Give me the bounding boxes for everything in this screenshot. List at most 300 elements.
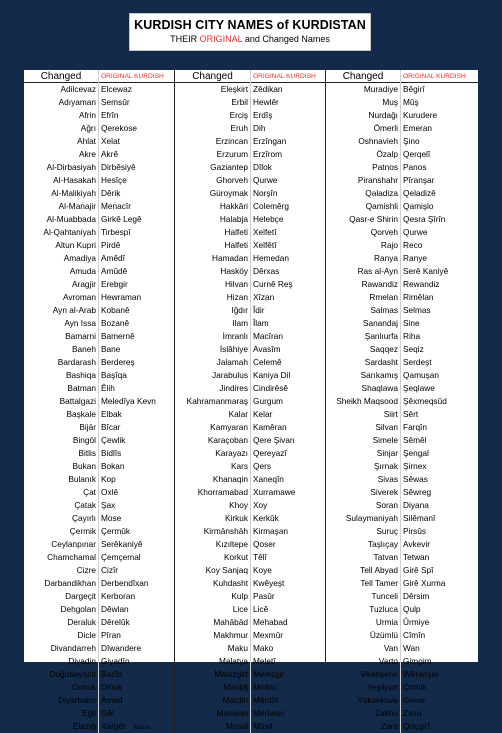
- changed-name-cell: [24, 83, 98, 96]
- city-name: Shaqlawa: [361, 383, 398, 393]
- changed-name-cell: [24, 694, 98, 707]
- original-name-cell: [401, 720, 478, 733]
- original-name-cell: [251, 525, 325, 538]
- changed-name-cell: [326, 265, 400, 278]
- original-name-cell: [99, 694, 174, 707]
- original-name-cell: [251, 291, 325, 304]
- changed-name-cell: [175, 239, 250, 252]
- city-name: Gaziantep: [210, 162, 248, 172]
- city-name: Avroman: [62, 292, 96, 302]
- city-name: Dêrelûk: [101, 617, 130, 627]
- changed-name-cell: [326, 291, 400, 304]
- city-name: Xurramawe: [253, 487, 296, 497]
- original-name-cell: [99, 512, 174, 525]
- city-name: Jalamah: [216, 357, 248, 367]
- city-name: Makhmur: [213, 630, 248, 640]
- original-name-cell: [401, 187, 478, 200]
- city-name: Bazîd: [101, 669, 123, 679]
- changed-name-cell: [24, 226, 98, 239]
- city-name: Panos: [403, 162, 427, 172]
- changed-name-cell: [326, 226, 400, 239]
- original-name-cell: [99, 122, 174, 135]
- original-name-cell: [251, 681, 325, 694]
- city-name: Amêdî: [101, 253, 125, 263]
- original-name-cell: [251, 590, 325, 603]
- changed-name-cell: [326, 668, 400, 681]
- original-name-cell: [99, 200, 174, 213]
- changed-name-cell: [175, 161, 250, 174]
- changed-name-cell: [326, 421, 400, 434]
- city-name: Kuhdasht: [212, 578, 248, 588]
- original-name-cell: [251, 603, 325, 616]
- changed-name-cell: [326, 499, 400, 512]
- city-name: Bashiqa: [66, 370, 96, 380]
- changed-name-cell: [326, 538, 400, 551]
- city-name: Sêmêl: [403, 435, 427, 445]
- original-name-cell: [401, 681, 478, 694]
- changed-name-cell: [24, 200, 98, 213]
- original-name-cell: [401, 629, 478, 642]
- city-name: Diyarbakır: [58, 695, 96, 705]
- city-name: Erciş: [229, 110, 248, 120]
- original-name-cell: [401, 655, 478, 668]
- city-name: Helebçe: [253, 214, 284, 224]
- city-name: Bardarash: [57, 357, 96, 367]
- changed-name-cell: [24, 109, 98, 122]
- original-name-cell: [251, 317, 325, 330]
- changed-header: Changed: [326, 70, 400, 83]
- city-name: Siverek: [370, 487, 398, 497]
- city-name: Mako: [253, 643, 274, 653]
- original-name-cell: [401, 148, 478, 161]
- changed-name-cell: [326, 720, 400, 733]
- city-name: Van: [383, 643, 398, 653]
- changed-name-cell: [175, 369, 250, 382]
- changed-name-cell: [326, 304, 400, 317]
- city-name: Karaçoban: [207, 435, 248, 445]
- changed-name-cell: [326, 681, 400, 694]
- original-name-cell: [99, 252, 174, 265]
- changed-name-cell: [326, 200, 400, 213]
- city-name: Avasîm: [253, 344, 281, 354]
- changed-name-cell: [24, 213, 98, 226]
- changed-name-cell: [175, 200, 250, 213]
- city-name: Şax: [101, 500, 116, 510]
- city-name: Güroymak: [209, 188, 248, 198]
- original-name-cell: [99, 525, 174, 538]
- original-name-cell: [401, 252, 478, 265]
- original-name-cell: [99, 421, 174, 434]
- changed-name-cell: [326, 434, 400, 447]
- city-name: Dohuk: [72, 682, 96, 692]
- changed-name-cell: [326, 395, 400, 408]
- original-name-cell: [251, 564, 325, 577]
- original-name-cell: [401, 356, 478, 369]
- original-name-cell: [99, 655, 174, 668]
- city-name: Bidlîs: [101, 448, 122, 458]
- city-name: Kirmaşan: [253, 526, 289, 536]
- original-name-cell: [251, 447, 325, 460]
- city-name: Oxlê: [101, 487, 119, 497]
- changed-name-cell: [326, 577, 400, 590]
- original-name-cell: [401, 109, 478, 122]
- original-name-cell: [401, 603, 478, 616]
- original-name-cell: [99, 486, 174, 499]
- original-name-cell: [401, 239, 478, 252]
- city-name: Giyadîn: [101, 656, 130, 666]
- city-name: Hakkâri: [219, 201, 248, 211]
- changed-name-cell: [24, 460, 98, 473]
- original-name-cell: [99, 642, 174, 655]
- city-name: Qerekose: [101, 123, 137, 133]
- original-name-cell: [251, 304, 325, 317]
- changed-name-cell: [175, 694, 250, 707]
- city-name: Lice: [232, 604, 248, 614]
- city-name: Al-Dirbasiyah: [46, 162, 96, 172]
- city-name: Amed: [101, 695, 123, 705]
- changed-name-cell: [24, 330, 98, 343]
- city-name: Girê Xurma: [403, 578, 446, 588]
- city-name: Mêrdîn: [253, 695, 279, 705]
- original-name-cell: [251, 668, 325, 681]
- original-name-cell: [401, 499, 478, 512]
- original-name-cell: [401, 694, 478, 707]
- changed-name-cell: [175, 434, 250, 447]
- changed-name-cell: [326, 564, 400, 577]
- city-name: Bokan: [101, 461, 125, 471]
- city-name: Qerqelî: [403, 149, 431, 159]
- changed-name-cell: [326, 473, 400, 486]
- original-name-cell: [251, 187, 325, 200]
- city-name: Çermûk: [101, 526, 131, 536]
- changed-name-cell: [326, 174, 400, 187]
- city-name: Curnê Reş: [253, 279, 293, 289]
- changed-name-cell: [175, 356, 250, 369]
- city-name: İslâhiye: [219, 344, 248, 354]
- changed-name-cell: [175, 122, 250, 135]
- changed-name-cell: [24, 499, 98, 512]
- original-name-cell: [401, 447, 478, 460]
- changed-name-cell: [326, 213, 400, 226]
- original-kurdish-header: ORIGINAL KURDISH: [401, 70, 478, 83]
- city-name: Xoy: [253, 500, 268, 510]
- city-name: Qamishli: [365, 201, 398, 211]
- city-name: Kerkûk: [253, 513, 279, 523]
- city-name: Başîqa: [101, 370, 127, 380]
- city-name: Qamişlo: [403, 201, 434, 211]
- city-name: Jarabulus: [212, 370, 248, 380]
- city-name: Iğdır: [231, 305, 248, 315]
- changed-name-cell: [175, 642, 250, 655]
- city-name: Qeladizê: [403, 188, 436, 198]
- city-name: Al-Qahtaniyah: [43, 227, 96, 237]
- changed-name-cell: [175, 616, 250, 629]
- city-name: Koye: [253, 565, 272, 575]
- city-name: Kirmānshāh: [203, 526, 248, 536]
- changed-header: Changed: [24, 70, 98, 83]
- changed-name-cell: [24, 616, 98, 629]
- original-name-cell: [251, 213, 325, 226]
- city-name: Erdîş: [253, 110, 273, 120]
- city-name: Semsûr: [101, 97, 130, 107]
- city-name: Al-Malikiyah: [51, 188, 96, 198]
- city-name: Çermik: [69, 526, 96, 536]
- changed-name-cell: [175, 135, 250, 148]
- city-name: Eleşkirt: [220, 84, 248, 94]
- original-name-cell: [99, 408, 174, 421]
- city-name: Maku: [227, 643, 248, 653]
- original-name-cell: [251, 720, 325, 733]
- city-name: Meletî: [253, 656, 276, 666]
- city-name: Gever: [403, 695, 426, 705]
- changed-name-cell: [175, 226, 250, 239]
- city-name: Adıyaman: [58, 97, 96, 107]
- original-kurdish-header: ORIGINAL KURDISH: [251, 70, 325, 83]
- original-name-cell: [251, 122, 325, 135]
- city-name: Rawandiz: [361, 279, 398, 289]
- city-name: Diyana: [403, 500, 429, 510]
- original-name-cell: [401, 551, 478, 564]
- city-name: Urmia: [375, 617, 398, 627]
- original-name-cell: [401, 226, 478, 239]
- city-name: Bingöl: [72, 435, 96, 445]
- original-name-cell: [251, 538, 325, 551]
- changed-name-cell: [24, 252, 98, 265]
- changed-name-cell: [24, 122, 98, 135]
- changed-name-cell: [24, 187, 98, 200]
- changed-name-cell: [175, 96, 250, 109]
- original-name-cell: [251, 83, 325, 96]
- city-name: Seqiz: [403, 344, 424, 354]
- original-name-cell: [99, 720, 174, 733]
- changed-name-column: [24, 70, 99, 733]
- changed-name-cell: [24, 486, 98, 499]
- original-name-cell: [251, 382, 325, 395]
- changed-name-cell: [175, 681, 250, 694]
- city-name: Kerboran: [101, 591, 136, 601]
- city-name: Battalgazi: [59, 396, 96, 406]
- changed-name-cell: [175, 473, 250, 486]
- original-name-cell: [251, 278, 325, 291]
- city-name: Erbil: [231, 97, 248, 107]
- city-name: Qamuşan: [403, 370, 439, 380]
- original-name-cell: [99, 226, 174, 239]
- city-name: Ayn al-Arab: [52, 305, 96, 315]
- changed-name-cell: [24, 304, 98, 317]
- city-name: Erebgir: [101, 279, 128, 289]
- original-name-cell: [99, 707, 174, 720]
- city-name: Amûdê: [101, 266, 128, 276]
- city-name: Erzincan: [215, 136, 248, 146]
- city-name: Deraluk: [67, 617, 96, 627]
- changed-name-cell: [24, 720, 98, 733]
- original-name-cell: [251, 161, 325, 174]
- city-name: Mardin: [222, 695, 248, 705]
- original-name-cell: [251, 473, 325, 486]
- changed-name-cell: [326, 551, 400, 564]
- original-name-cell: [401, 460, 478, 473]
- changed-name-cell: [24, 707, 98, 720]
- city-name: İmranlı: [222, 331, 248, 341]
- city-name: Qere Şivan: [253, 435, 295, 445]
- changed-name-cell: [175, 720, 250, 733]
- original-name-cell: [401, 421, 478, 434]
- changed-name-cell: [175, 187, 250, 200]
- city-name: Al-Hasakah: [53, 175, 96, 185]
- city-name: Çemçemal: [101, 552, 141, 562]
- changed-name-cell: [175, 538, 250, 551]
- changed-name-cell: [24, 239, 98, 252]
- city-name: Suruç: [376, 526, 398, 536]
- original-name-cell: [99, 343, 174, 356]
- changed-name-cell: [24, 369, 98, 382]
- original-name-cell: [99, 447, 174, 460]
- city-name: Amuda: [69, 266, 96, 276]
- city-name: Wêranşar: [403, 669, 439, 679]
- original-name-cell: [251, 421, 325, 434]
- city-name: Menacîr: [101, 201, 131, 211]
- city-name: Erzîngan: [253, 136, 287, 146]
- city-name: Rewandiz: [403, 279, 440, 289]
- changed-name-cell: [24, 174, 98, 187]
- city-name: Ömerli: [373, 123, 398, 133]
- changed-name-cell: [24, 291, 98, 304]
- original-name-cell: [401, 616, 478, 629]
- original-name-cell: [401, 538, 478, 551]
- original-name-cell: [251, 629, 325, 642]
- original-name-cell: [401, 577, 478, 590]
- city-name: Diyadin: [68, 656, 96, 666]
- city-name: Derbendîxan: [101, 578, 149, 588]
- original-name-cell: [251, 239, 325, 252]
- city-name: Elazığ: [72, 721, 96, 731]
- original-name-cell: [99, 551, 174, 564]
- city-name: Ras al-Ayn: [357, 266, 398, 276]
- city-name: Girê Spî: [403, 565, 434, 575]
- city-name: Dirbêsiyê: [101, 162, 136, 172]
- city-name: Mose: [101, 513, 122, 523]
- page-subtitle: [130, 33, 370, 45]
- original-name-cell: [251, 408, 325, 421]
- city-name: Mehabad: [253, 617, 288, 627]
- original-name-cell: [99, 291, 174, 304]
- original-name-cell: [251, 200, 325, 213]
- city-name: Ağrı: [80, 123, 96, 133]
- page-title: KURDISH CITY NAMES of KURDISTAN: [134, 18, 366, 32]
- original-name-cell: [99, 603, 174, 616]
- changed-name-cell: [326, 447, 400, 460]
- city-name: Çat: [83, 487, 96, 497]
- city-name: Khorramabad: [197, 487, 248, 497]
- original-name-cell: [251, 655, 325, 668]
- changed-name-cell: [326, 629, 400, 642]
- city-name: Çatak: [74, 500, 96, 510]
- changed-name-cell: [175, 512, 250, 525]
- city-name: Adilcevaz: [60, 84, 96, 94]
- city-name: Serê Kaniyê: [403, 266, 449, 276]
- city-name: Eğil: [82, 708, 96, 718]
- city-name: Bamernê: [101, 331, 135, 341]
- original-name-cell: [99, 395, 174, 408]
- city-name: Pîranşar: [403, 175, 435, 185]
- original-name-cell: [401, 265, 478, 278]
- city-name: Akrê: [101, 149, 119, 159]
- changed-name-cell: [24, 473, 98, 486]
- city-name: Eruh: [230, 123, 248, 133]
- original-name-cell: [401, 161, 478, 174]
- original-name-cell: [401, 382, 478, 395]
- city-name: Çayırlı: [72, 513, 96, 523]
- city-name: Muş: [382, 97, 398, 107]
- changed-name-cell: [24, 590, 98, 603]
- original-name-cell: [99, 187, 174, 200]
- city-name: Şırnak: [374, 461, 398, 471]
- original-name-cell: [401, 317, 478, 330]
- original-name-cell: [99, 473, 174, 486]
- city-name: Nurdağı: [368, 110, 398, 120]
- original-name-cell: [401, 564, 478, 577]
- city-name: Tell Tamer: [360, 578, 398, 588]
- city-name: Selmas: [403, 305, 431, 315]
- city-name: Mûsil: [253, 721, 273, 731]
- city-name: Tirbespî: [101, 227, 131, 237]
- city-name: Qoser: [253, 539, 276, 549]
- city-name: Oshnavieh: [358, 136, 398, 146]
- changed-name-cell: [24, 525, 98, 538]
- changed-name-cell: [24, 382, 98, 395]
- city-name: Emeran: [403, 123, 433, 133]
- city-name: Varto: [378, 656, 398, 666]
- city-name: Dîlok: [253, 162, 272, 172]
- city-name: Aragjir: [72, 279, 96, 289]
- city-name: Reco: [403, 240, 423, 250]
- original-name-cell: [401, 200, 478, 213]
- original-name-cell: [99, 616, 174, 629]
- changed-name-cell: [326, 590, 400, 603]
- city-name: Khoy: [229, 500, 248, 510]
- changed-name-cell: [175, 83, 250, 96]
- city-name: Xîzan: [253, 292, 275, 302]
- original-name-cell: [99, 629, 174, 642]
- original-name-cell: [99, 304, 174, 317]
- changed-name-cell: [24, 603, 98, 616]
- original-name-cell: [251, 512, 325, 525]
- changed-name-column: [326, 70, 401, 733]
- name-note: Mazra: [133, 725, 151, 731]
- city-name: Ceylanpınar: [51, 539, 96, 549]
- changed-name-cell: [326, 330, 400, 343]
- city-name: Batman: [67, 383, 96, 393]
- changed-name-cell: [326, 343, 400, 356]
- city-name: Tunceli: [371, 591, 398, 601]
- original-name-cell: [251, 694, 325, 707]
- changed-name-cell: [24, 161, 98, 174]
- city-name: Zara: [380, 721, 398, 731]
- original-name-cell: [99, 434, 174, 447]
- changed-name-cell: [326, 278, 400, 291]
- original-name-cell: [401, 473, 478, 486]
- city-name: Serdeşt: [403, 357, 432, 367]
- changed-name-cell: [175, 447, 250, 460]
- city-name: Sulaymaniyah: [345, 513, 398, 523]
- city-name: Girkê Legê: [101, 214, 142, 224]
- original-name-cell: [401, 590, 478, 603]
- original-name-cell: [251, 642, 325, 655]
- original-name-cell: [401, 174, 478, 187]
- city-name: Meledîya Kevn: [101, 396, 156, 406]
- city-name: Şino: [403, 136, 420, 146]
- changed-name-cell: [24, 668, 98, 681]
